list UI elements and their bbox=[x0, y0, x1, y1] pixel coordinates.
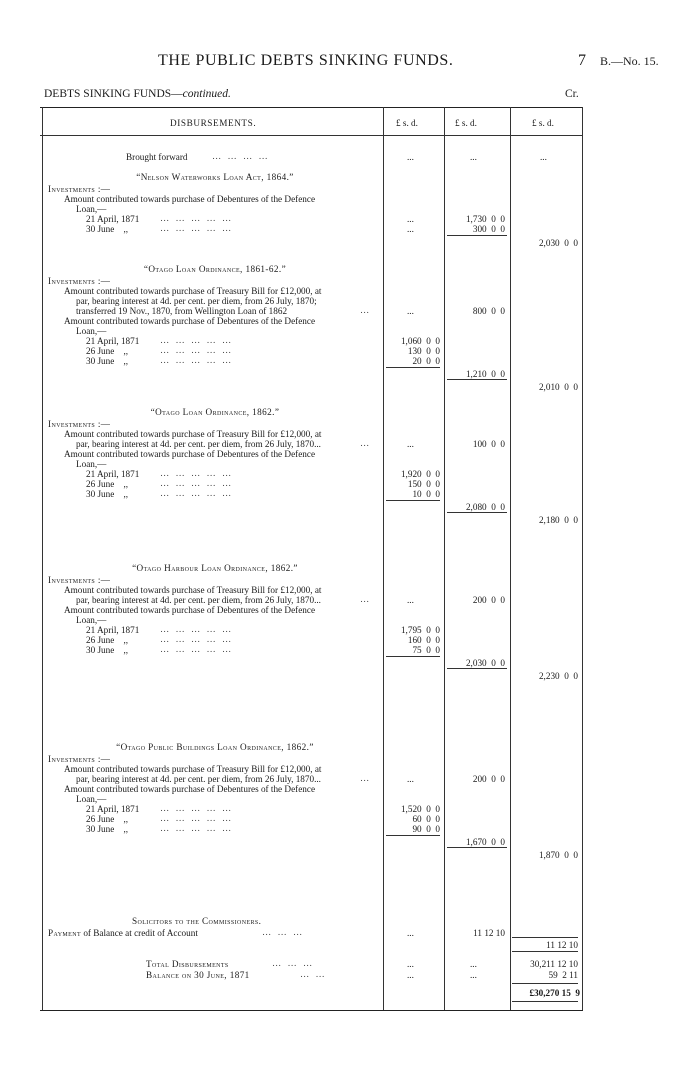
bill-c2: 800 0 0 bbox=[472, 306, 505, 316]
section-heading bbox=[44, 88, 231, 100]
block-total: 1,870 0 0 bbox=[538, 850, 578, 860]
col-rule-left bbox=[42, 107, 43, 1010]
credit-label: Cr. bbox=[565, 88, 579, 100]
leader-dots: … … … … … bbox=[160, 803, 234, 813]
investments-label: Investments :— bbox=[48, 575, 111, 585]
grand-total-rule bbox=[512, 983, 578, 984]
row-c1: 130 0 0 bbox=[407, 346, 440, 356]
payment-label: Payment bbox=[48, 928, 82, 938]
block-subtotal: 2,030 0 0 bbox=[465, 658, 505, 668]
subtotal-rule bbox=[386, 367, 440, 368]
row-c1: 1,520 0 0 bbox=[400, 804, 440, 814]
row-c1: 90 0 0 bbox=[412, 824, 440, 834]
bill-c2: 200 0 0 bbox=[472, 595, 505, 605]
leader-dots: … … … … … bbox=[160, 488, 234, 498]
leader-dots: … bbox=[360, 773, 372, 783]
bill-c2: 100 0 0 bbox=[472, 439, 505, 449]
subtotal-rule bbox=[386, 500, 440, 501]
leader-dots: … … … bbox=[262, 927, 305, 937]
description-line: Amount contributed towards purchase of Treasury Bill for £12,000, at bbox=[64, 286, 322, 296]
subtotal-rule bbox=[447, 512, 507, 513]
block-total: 2,180 0 0 bbox=[538, 515, 578, 525]
row-c1: 150 0 0 bbox=[407, 479, 440, 489]
description-line: Amount contributed towards purchase of Debentures of the Defence bbox=[64, 449, 316, 459]
leader-dots: … … bbox=[300, 969, 327, 979]
block-subtotal: 1,670 0 0 bbox=[465, 837, 505, 847]
date-entry: 30 June ,, bbox=[86, 645, 129, 655]
leader-dots: … … … … … bbox=[160, 478, 234, 488]
subtotal-rule bbox=[512, 937, 578, 938]
payment-description: of Balance at credit of Account bbox=[83, 928, 198, 938]
payment-c1: ... bbox=[407, 928, 414, 938]
solicitors-title: Solicitors to the Commissioners. bbox=[132, 916, 262, 926]
col-rule-3 bbox=[510, 107, 511, 1010]
description-line: par, bearing interest at 4d. per cent. per diem, from 26 July, 1870... bbox=[76, 439, 321, 449]
payment-c2: 11 12 10 bbox=[473, 928, 505, 938]
bill-c1: ... bbox=[407, 306, 414, 316]
row-c1: 1,920 0 0 bbox=[400, 469, 440, 479]
column-header-2: £ s. d. bbox=[455, 118, 477, 128]
leader-dots: … bbox=[360, 438, 372, 448]
block-title: “Otago Loan Ordinance, 1862.” bbox=[150, 407, 280, 417]
column-header-1: £ s. d. bbox=[396, 118, 418, 128]
leader-dots: … … … … … bbox=[160, 634, 234, 644]
table-head-rule bbox=[40, 135, 583, 136]
section-title: DEBTS SINKING FUNDS— bbox=[44, 88, 183, 100]
investments-label: Investments :— bbox=[48, 754, 111, 764]
date-entry: 30 June ,, bbox=[86, 224, 129, 234]
document-reference: B.—No. 15. bbox=[600, 54, 659, 68]
date-entry: 21 April, 1871 bbox=[86, 804, 140, 814]
leader-dots: … bbox=[360, 305, 372, 315]
total-disbursements-label: Total Disbursements bbox=[146, 959, 229, 969]
description-line: Loan,— bbox=[76, 204, 107, 214]
total-c1: ... bbox=[407, 959, 414, 969]
table-top-rule bbox=[40, 107, 583, 108]
bill-c2: 200 0 0 bbox=[472, 774, 505, 784]
brought-forward-c2: ... bbox=[470, 152, 477, 162]
row-c2: 1,730 0 0 bbox=[465, 214, 505, 224]
column-header-3: £ s. d. bbox=[532, 118, 554, 128]
leader-dots: … … … … bbox=[212, 151, 270, 161]
leader-dots: … … … … … bbox=[160, 345, 234, 355]
date-entry: 21 April, 1871 bbox=[86, 336, 140, 346]
page-title: THE PUBLIC DEBTS SINKING FUNDS. bbox=[158, 52, 454, 69]
balance-c2: ... bbox=[470, 970, 477, 980]
description-line: Amount contributed towards purchase of Debentures of the Defence bbox=[64, 605, 316, 615]
date-entry: 21 April, 1871 bbox=[86, 214, 140, 224]
date-entry: 21 April, 1871 bbox=[86, 469, 140, 479]
leader-dots: … … … … … bbox=[160, 813, 234, 823]
description-line: Loan,— bbox=[76, 326, 107, 336]
description-line: Loan,— bbox=[76, 615, 107, 625]
subtotal-rule bbox=[447, 847, 507, 848]
col-rule-2 bbox=[444, 107, 445, 1010]
description-line: transferred 19 Nov., 1870, from Wellington Loan of 1862 bbox=[76, 306, 288, 316]
brought-forward-c1: ... bbox=[407, 152, 414, 162]
row-c1: 1,060 0 0 bbox=[400, 336, 440, 346]
description-line: par, bearing interest at 4d. per cent. per diem, from 26 July, 1870... bbox=[76, 595, 321, 605]
description-line: Amount contributed towards purchase of Treasury Bill for £12,000, at bbox=[64, 429, 322, 439]
investments-label: Investments :— bbox=[48, 184, 111, 194]
total-disbursements-value: 30,211 12 10 bbox=[530, 959, 578, 969]
block-title: “Otago Loan Ordinance, 1861-62.” bbox=[143, 264, 287, 274]
bill-c1: ... bbox=[407, 595, 414, 605]
leader-dots: … … … … … bbox=[160, 223, 234, 233]
total-c2: ... bbox=[470, 959, 477, 969]
block-title: “Otago Public Buildings Loan Ordinance, 1862.” bbox=[116, 742, 314, 752]
date-entry: 26 June ,, bbox=[86, 635, 129, 645]
description-line: Amount contributed towards purchase of Debentures of the Defence bbox=[64, 784, 316, 794]
row-c1: 20 0 0 bbox=[412, 356, 440, 366]
description-line: par, bearing interest at 4d. per cent. per diem, from 26 July, 1870... bbox=[76, 774, 321, 784]
leader-dots: … … … … … bbox=[160, 823, 234, 833]
date-entry: 26 June ,, bbox=[86, 479, 129, 489]
leader-dots: … … … … … bbox=[160, 213, 234, 223]
description-line: par, bearing interest at 4d. per cent. per diem, from 26 July, 1870; bbox=[76, 296, 317, 306]
col-rule-right bbox=[582, 107, 583, 1010]
subtotal-rule bbox=[386, 656, 440, 657]
column-header-disbursements: DISBURSEMENTS. bbox=[170, 118, 257, 128]
row-c1: ... bbox=[407, 214, 414, 224]
description-line: Amount contributed towards purchase of Treasury Bill for £12,000, at bbox=[64, 585, 322, 595]
row-c2: 300 0 0 bbox=[472, 224, 505, 234]
date-entry: 21 April, 1871 bbox=[86, 625, 140, 635]
date-entry: 30 June ,, bbox=[86, 824, 129, 834]
description-line: Amount contributed towards purchase of Treasury Bill for £12,000, at bbox=[64, 764, 322, 774]
subtotal-rule bbox=[447, 668, 507, 669]
brought-forward-c3: ... bbox=[540, 152, 547, 162]
row-c1: 60 0 0 bbox=[412, 814, 440, 824]
row-c1: 75 0 0 bbox=[412, 645, 440, 655]
subtotal-rule bbox=[447, 235, 507, 236]
col-rule-1 bbox=[383, 107, 384, 1010]
row-c1: 10 0 0 bbox=[412, 489, 440, 499]
block-total: 2,010 0 0 bbox=[538, 382, 578, 392]
description-line: Amount contributed towards purchase of Debentures of the Defence bbox=[64, 316, 316, 326]
bill-c1: ... bbox=[407, 439, 414, 449]
subtotal-rule bbox=[512, 951, 578, 952]
date-entry: 30 June ,, bbox=[86, 356, 129, 366]
block-subtotal: 1,210 0 0 bbox=[465, 369, 505, 379]
leader-dots: … … … bbox=[272, 958, 315, 968]
block-title: “Nelson Waterworks Loan Act, 1864.” bbox=[136, 172, 294, 182]
date-entry: 26 June ,, bbox=[86, 346, 129, 356]
description-line: Loan,— bbox=[76, 794, 107, 804]
leader-dots: … … … … … bbox=[160, 468, 234, 478]
brought-forward-label: Brought forward bbox=[126, 152, 188, 162]
page-number: 7 bbox=[578, 52, 586, 69]
date-entry: 30 June ,, bbox=[86, 489, 129, 499]
balance-value: 59 2 11 bbox=[548, 970, 578, 980]
grand-total-value: £30,270 15 9 bbox=[529, 988, 580, 998]
payment-total: 11 12 10 bbox=[546, 940, 578, 950]
bill-c1: ... bbox=[407, 774, 414, 784]
row-c1: ... bbox=[407, 224, 414, 234]
balance-label: Balance on 30 June, 1871 bbox=[146, 970, 250, 980]
date-entry: 26 June ,, bbox=[86, 814, 129, 824]
leader-dots: … bbox=[360, 594, 372, 604]
block-subtotal: 2,080 0 0 bbox=[465, 502, 505, 512]
payment-line bbox=[48, 928, 198, 938]
investments-label: Investments :— bbox=[48, 276, 111, 286]
balance-c1: ... bbox=[407, 970, 414, 980]
leader-dots: … … … … … bbox=[160, 335, 234, 345]
row-c1: 160 0 0 bbox=[407, 635, 440, 645]
description-line: Amount contributed towards purchase of Debentures of the Defence bbox=[64, 194, 316, 204]
leader-dots: … … … … … bbox=[160, 355, 234, 365]
leader-dots: … … … … … bbox=[160, 644, 234, 654]
leader-dots: … … … … … bbox=[160, 624, 234, 634]
table-bottom-rule bbox=[40, 1010, 583, 1011]
investments-label: Investments :— bbox=[48, 419, 111, 429]
block-title: “Otago Harbour Loan Ordinance, 1862.” bbox=[132, 563, 298, 573]
subtotal-rule bbox=[386, 835, 440, 836]
grand-total-double-rule bbox=[512, 1001, 578, 1002]
section-continued: continued. bbox=[182, 88, 231, 100]
description-line: Loan,— bbox=[76, 459, 107, 469]
subtotal-rule bbox=[447, 379, 507, 380]
block-total: 2,230 0 0 bbox=[538, 671, 578, 681]
row-c1: 1,795 0 0 bbox=[400, 625, 440, 635]
block-total: 2,030 0 0 bbox=[538, 238, 578, 248]
